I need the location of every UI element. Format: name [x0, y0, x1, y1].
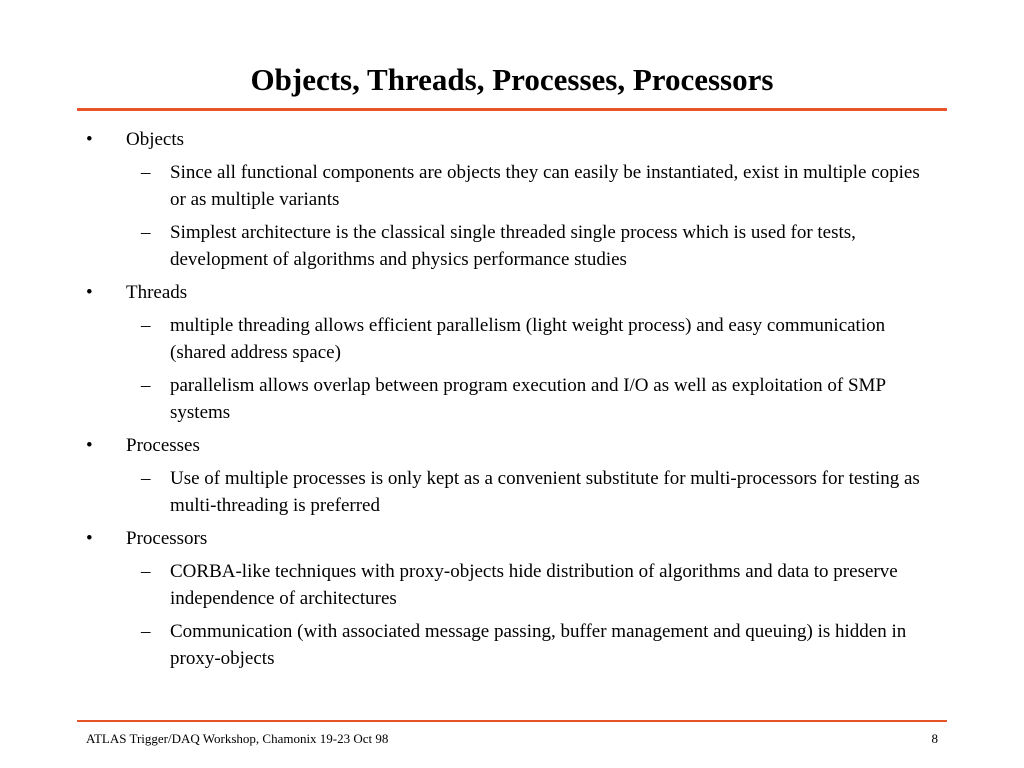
- dash-icon: –: [141, 375, 151, 396]
- bullet-icon: •: [86, 129, 93, 150]
- sub-bullet-text: Communication (with associated message passing, buffer management and queuing) is hidden in proxy-objects: [170, 621, 907, 669]
- sub-bullet-item: [86, 465, 936, 519]
- footer-divider: [77, 720, 947, 722]
- sub-bullet-item: [86, 219, 936, 273]
- bullet-item: [86, 126, 936, 153]
- sub-bullet-text: multiple threading allows efficient parallelism (light weight process) and easy communication (shared address space): [170, 315, 886, 363]
- bullet-label: Objects: [126, 129, 185, 150]
- sub-bullet-text: Use of multiple processes is only kept as a convenient substitute for multi-processors for testing as multi-threading is preferred: [170, 468, 920, 516]
- bullet-icon: •: [86, 435, 93, 456]
- dash-icon: –: [141, 315, 151, 336]
- sub-bullet-text: CORBA-like techniques with proxy-objects hide distribution of algorithms and data to preserve independence of architectures: [170, 561, 898, 609]
- sub-bullet-item: [86, 159, 936, 213]
- dash-icon: –: [141, 621, 151, 642]
- dash-icon: –: [141, 162, 151, 183]
- bullet-item: [86, 279, 936, 306]
- sub-bullet-item: [86, 372, 936, 426]
- sub-bullet-item: [86, 618, 936, 672]
- dash-icon: –: [141, 561, 151, 582]
- bullet-label: Processors: [126, 528, 208, 549]
- footer-text: ATLAS Trigger/DAQ Workshop, Chamonix 19-23 Oct 98: [86, 731, 389, 746]
- sub-bullet-text: Simplest architecture is the classical single threaded single process which is used for tests, development of algorithms and physics performance studies: [170, 222, 856, 270]
- bullet-label: Threads: [126, 282, 188, 303]
- sub-bullet-item: [86, 312, 936, 366]
- title-divider: [77, 108, 947, 111]
- sub-bullet-text: parallelism allows overlap between program execution and I/O as well as exploitation of SMP systems: [170, 375, 886, 423]
- page-number: 8: [931, 731, 938, 746]
- bullet-icon: •: [86, 528, 93, 549]
- sub-bullet-item: [86, 558, 936, 612]
- slide-title: Objects, Threads, Processes, Processors: [250, 62, 774, 97]
- dash-icon: –: [141, 468, 151, 489]
- dash-icon: –: [141, 222, 151, 243]
- bullet-item: [86, 432, 936, 459]
- bullet-icon: •: [86, 282, 93, 303]
- sub-bullet-text: Since all functional components are objects they can easily be instantiated, exist in multiple copies or as multiple variants: [170, 162, 920, 210]
- bullet-item: [86, 525, 936, 552]
- slide-content: [86, 126, 936, 678]
- bullet-label: Processes: [126, 435, 200, 456]
